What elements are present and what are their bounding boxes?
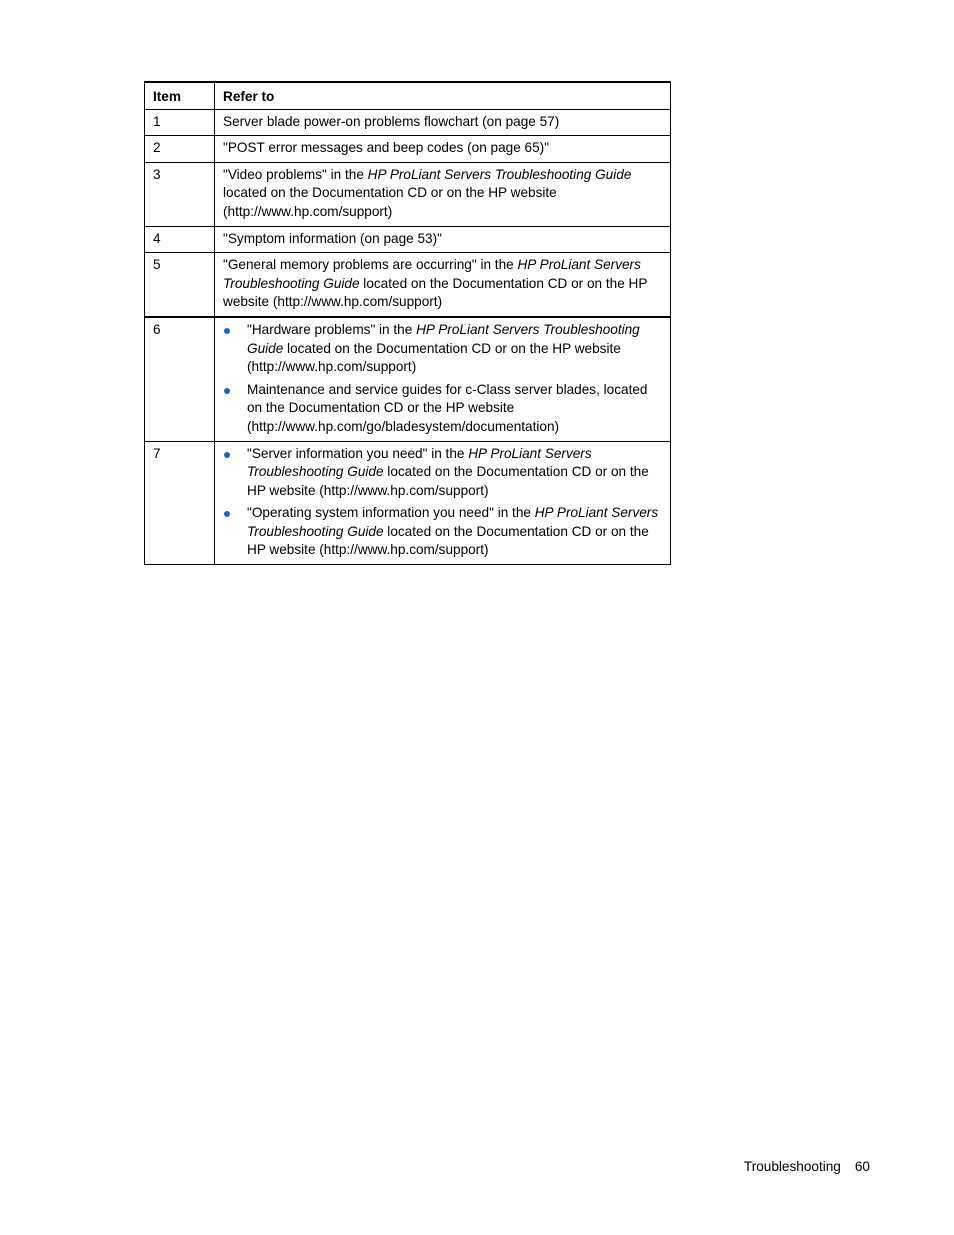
reference-text: Maintenance and service guides for c-Class server blades, located on the Documentation CD or the HP website (http://www.hp.com/go/bladesystem/documentation) xyxy=(247,381,648,434)
footer-section-title: Troubleshooting xyxy=(743,1159,841,1174)
reference-text: "Server information you need" in the xyxy=(247,445,469,461)
table-header-row xyxy=(145,82,671,109)
reference-bullet-list xyxy=(223,321,662,437)
reference-text: "Hardware problems" in the xyxy=(247,321,417,337)
reference-text: "Operating system information you need" in the xyxy=(247,505,535,521)
row-item-number: 7 xyxy=(145,441,215,565)
guide-title: HP ProLiant Servers Troubleshooting Guide xyxy=(247,321,640,356)
row-reference: "Symptom information (on page 53)" xyxy=(215,226,671,253)
row-item-number: 2 xyxy=(145,136,215,163)
header-refer-to: Refer to xyxy=(215,82,671,109)
row-reference xyxy=(215,162,671,226)
reference-text: "General memory problems are occurring" in the xyxy=(223,257,518,273)
header-item: Item xyxy=(145,82,215,109)
reference-text: located on the Documentation CD or on the HP website (http://www.hp.com/support) xyxy=(247,523,649,558)
reference-bullet-list xyxy=(223,445,662,561)
bullet-item xyxy=(223,445,662,501)
row-item-number: 1 xyxy=(145,109,215,136)
guide-title: HP ProLiant Servers Troubleshooting Guide xyxy=(367,166,632,182)
page-footer xyxy=(744,1159,870,1174)
guide-title: HP ProLiant Servers Troubleshooting Guide xyxy=(247,445,592,480)
row-item-number: 4 xyxy=(145,226,215,253)
row-reference: "POST error messages and beep codes (on page 65)" xyxy=(215,136,671,163)
reference-text: located on the Documentation CD or on the HP website (http://www.hp.com/support) xyxy=(223,275,648,310)
row-item-number: 3 xyxy=(145,162,215,226)
guide-title: HP ProLiant Servers Troubleshooting Guide xyxy=(247,505,659,539)
page-number: 60 xyxy=(854,1159,870,1174)
bullet-item xyxy=(223,504,662,560)
row-item-number: 5 xyxy=(145,253,215,317)
table-row xyxy=(145,162,671,226)
table-row xyxy=(145,226,671,253)
row-reference: Server blade power-on problems flowchart (on page 57) xyxy=(215,109,671,136)
table-row xyxy=(145,136,671,163)
row-reference xyxy=(215,253,671,317)
bullet-item xyxy=(223,321,662,377)
reference-text: located on the Documentation CD or on the HP website (http://www.hp.com/support) xyxy=(247,464,649,498)
reference-text: "Video problems" in the xyxy=(223,166,368,182)
row-reference xyxy=(215,317,671,441)
row-item-number: 6 xyxy=(145,317,215,441)
table-row xyxy=(145,109,671,136)
table-row xyxy=(145,253,671,317)
reference-text: located on the Documentation CD or on the HP website (http://www.hp.com/support) xyxy=(247,340,621,375)
row-reference xyxy=(215,441,671,565)
guide-title: HP ProLiant Servers Troubleshooting Guide xyxy=(223,257,641,291)
table-row xyxy=(145,441,671,565)
table-row xyxy=(145,317,671,441)
bullet-item xyxy=(223,381,662,437)
reference-table xyxy=(144,81,671,565)
reference-text: located on the Documentation CD or on the HP website (http://www.hp.com/support) xyxy=(223,185,557,219)
